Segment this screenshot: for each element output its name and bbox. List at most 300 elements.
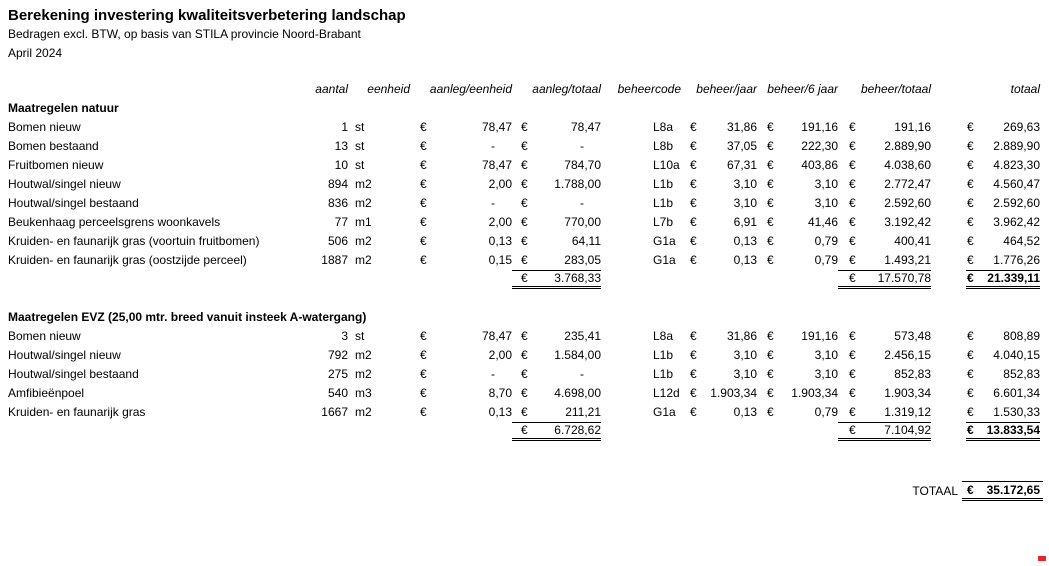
amount: 6.728,62 xyxy=(554,423,601,437)
euro-sign: € xyxy=(849,367,856,381)
beheer-6jaar-cell xyxy=(757,232,838,251)
amount: 3,10 xyxy=(733,196,757,210)
row-label: Kruiden- en faunarijk gras (oostzijde perceel) xyxy=(8,253,247,267)
eenheid-value: m2 xyxy=(355,177,372,191)
euro-sign: € xyxy=(420,196,427,210)
aanleg-totaal-cell xyxy=(512,156,601,175)
amount: 283,05 xyxy=(564,253,601,267)
amount: 78,47 xyxy=(481,329,512,343)
totaal-cell xyxy=(966,251,1040,270)
aantal-value: 506 xyxy=(327,234,348,248)
euro-sign: € xyxy=(767,348,774,362)
euro-sign: € xyxy=(767,215,774,229)
subtotal-row xyxy=(0,270,1049,289)
totaal-cell xyxy=(966,137,1040,156)
beheer-6jaar-cell xyxy=(757,365,838,384)
aantal-value: 10 xyxy=(334,158,348,172)
euro-sign: € xyxy=(849,139,856,153)
beheer-totaal-cell xyxy=(838,403,931,422)
aanleg-totaal-cell xyxy=(512,194,601,213)
amount: 78,47 xyxy=(481,120,512,134)
amount: 808,89 xyxy=(1003,329,1040,343)
col-header-eenheid: eenheid xyxy=(367,82,410,96)
aantal-value: 3 xyxy=(341,329,348,343)
euro-sign: € xyxy=(767,386,774,400)
beheer-6jaar-cell xyxy=(757,194,838,213)
row-label: Beukenhaag perceelsgrens woonkavels xyxy=(8,215,221,229)
amount: 3.192,42 xyxy=(884,215,931,229)
euro-sign: € xyxy=(967,253,974,267)
aanleg-eenheid-cell xyxy=(412,156,512,175)
eenheid-value: m3 xyxy=(355,386,372,400)
table-row xyxy=(0,403,1049,422)
euro-sign: € xyxy=(420,367,427,381)
euro-sign: € xyxy=(521,234,528,248)
amount: 1.776,26 xyxy=(993,253,1040,267)
beheer-6jaar-cell xyxy=(757,251,838,270)
beheercode-value: G1a xyxy=(653,405,676,419)
blank-row xyxy=(0,289,1049,308)
euro-sign: € xyxy=(420,177,427,191)
euro-sign: € xyxy=(521,253,528,267)
euro-sign: € xyxy=(767,158,774,172)
amount: - xyxy=(580,367,584,381)
euro-sign: € xyxy=(767,234,774,248)
aanleg-totaal-cell xyxy=(512,384,601,403)
euro-sign: € xyxy=(521,271,528,285)
euro-sign: € xyxy=(849,234,856,248)
beheer-totaal-cell xyxy=(838,194,931,213)
grand-total-amount: 35.172,65 xyxy=(986,483,1040,497)
beheer-jaar-cell xyxy=(685,346,757,365)
amount: 13.833,54 xyxy=(986,423,1040,437)
amount: 2,00 xyxy=(488,177,512,191)
aanleg-totaal-cell xyxy=(512,118,601,137)
amount: 784,70 xyxy=(564,158,601,172)
amount: 0,13 xyxy=(733,405,757,419)
beheer-totaal-cell xyxy=(838,365,931,384)
euro-sign: € xyxy=(849,158,856,172)
euro-sign: € xyxy=(420,120,427,134)
document-header xyxy=(0,0,1049,63)
row-label: Houtwal/singel bestaand xyxy=(8,367,139,381)
euro-sign: € xyxy=(967,271,974,285)
amount: 64,11 xyxy=(571,234,601,248)
amount: 0,13 xyxy=(488,405,512,419)
euro-sign: € xyxy=(521,158,528,172)
beheer-6jaar-cell xyxy=(757,118,838,137)
amount: 41,46 xyxy=(807,215,838,229)
amount: 78,47 xyxy=(481,158,512,172)
grand-total-label: TOTAAL xyxy=(912,484,958,498)
amount: 770,00 xyxy=(564,215,601,229)
col-header-aanleg-eenheid: aanleg/eenheid xyxy=(429,82,512,96)
amount: 2,00 xyxy=(488,348,512,362)
aanleg-totaal-cell xyxy=(512,403,601,422)
cost-table xyxy=(0,80,1049,441)
table-row xyxy=(0,384,1049,403)
empty-cell xyxy=(412,270,512,289)
euro-sign: € xyxy=(690,348,697,362)
amount: - xyxy=(580,139,584,153)
aanleg-eenheid-cell xyxy=(412,232,512,251)
amount: 6,91 xyxy=(733,215,757,229)
totaal-cell xyxy=(966,213,1040,232)
empty-cell xyxy=(685,270,757,289)
amount: 3,10 xyxy=(733,177,757,191)
amount: 3,10 xyxy=(814,177,838,191)
amount: 3,10 xyxy=(733,348,757,362)
euro-sign: € xyxy=(849,196,856,210)
amount: 191,16 xyxy=(894,120,931,134)
beheer-totaal-cell xyxy=(838,232,931,251)
amount: 269,63 xyxy=(1003,120,1040,134)
aanleg-totaal-cell xyxy=(512,327,601,346)
beheer-6jaar-cell xyxy=(757,156,838,175)
euro-sign: € xyxy=(420,405,427,419)
euro-sign: € xyxy=(967,348,974,362)
euro-sign: € xyxy=(521,348,528,362)
amount: - xyxy=(580,196,584,210)
beheer-6jaar-cell xyxy=(757,213,838,232)
amount: 1.903,34 xyxy=(710,386,757,400)
beheer-totaal-cell xyxy=(838,137,931,156)
euro-sign: € xyxy=(767,367,774,381)
subtotal-beheer-totaal xyxy=(838,422,931,441)
col-header-beheer-totaal: beheer/totaal xyxy=(860,82,931,96)
amount: 1.493,21 xyxy=(884,253,931,267)
amount: 573,48 xyxy=(894,329,931,343)
eenheid-value: m1 xyxy=(355,215,372,229)
table-header-row xyxy=(0,80,1049,99)
aanleg-eenheid-cell xyxy=(412,365,512,384)
euro-sign: € xyxy=(420,234,427,248)
empty-cell xyxy=(601,422,685,441)
amount: 4.560,47 xyxy=(993,177,1040,191)
spacer xyxy=(931,118,966,137)
amount: 3,10 xyxy=(814,196,838,210)
amount: 1.584,00 xyxy=(554,348,601,362)
euro-sign: € xyxy=(767,177,774,191)
euro-sign: € xyxy=(967,215,974,229)
totaal-cell xyxy=(966,403,1040,422)
amount: 4.823,30 xyxy=(993,158,1040,172)
row-label: Bomen bestaand xyxy=(8,139,99,153)
grand-total-box xyxy=(962,481,1043,501)
beheercode-value: L1b xyxy=(653,367,674,381)
euro-sign: € xyxy=(849,215,856,229)
euro-sign: € xyxy=(420,329,427,343)
amount: 3,10 xyxy=(814,348,838,362)
aantal-value: 540 xyxy=(327,386,348,400)
empty-cell xyxy=(8,270,300,289)
euro-sign: € xyxy=(521,405,528,419)
amount: 3.962,42 xyxy=(993,215,1040,229)
amount: 31,86 xyxy=(726,329,757,343)
grand-total-row xyxy=(0,481,1043,501)
amount: 78,47 xyxy=(570,120,601,134)
beheer-jaar-cell xyxy=(685,365,757,384)
row-label: Kruiden- en faunarijk gras (voortuin fruitbomen) xyxy=(8,234,260,248)
beheer-6jaar-cell xyxy=(757,137,838,156)
eenheid-value: m2 xyxy=(355,253,372,267)
beheercode-value: L10a xyxy=(653,158,680,172)
euro-sign: € xyxy=(690,405,697,419)
aantal-value: 13 xyxy=(334,139,348,153)
amount: 2.772,47 xyxy=(884,177,931,191)
col-header-aantal: aantal xyxy=(315,82,348,96)
amount: 1.788,00 xyxy=(554,177,601,191)
empty-cell xyxy=(300,422,348,441)
section-title: Maatregelen EVZ (25,00 mtr. breed vanuit insteek A-watergang) xyxy=(8,310,367,324)
amount: 2.592,60 xyxy=(993,196,1040,210)
amount: 7.104,92 xyxy=(884,423,931,437)
euro-sign: € xyxy=(521,120,528,134)
beheer-jaar-cell xyxy=(685,213,757,232)
amount: 400,41 xyxy=(894,234,931,248)
amount: - xyxy=(491,367,495,381)
euro-sign: € xyxy=(849,271,856,285)
beheer-jaar-cell xyxy=(685,403,757,422)
aantal-value: 77 xyxy=(334,215,348,229)
row-label: Bomen nieuw xyxy=(8,120,81,134)
euro-sign: € xyxy=(420,348,427,362)
subtotal-totaal xyxy=(966,270,1040,289)
eenheid-value: m2 xyxy=(355,348,372,362)
amount: 1.530,33 xyxy=(993,405,1040,419)
amount: 0,13 xyxy=(733,234,757,248)
table-row xyxy=(0,175,1049,194)
table-row xyxy=(0,327,1049,346)
euro-sign: € xyxy=(690,196,697,210)
euro-sign: € xyxy=(690,386,697,400)
amount: 852,83 xyxy=(894,367,931,381)
beheercode-value: G1a xyxy=(653,234,676,248)
aanleg-totaal-cell xyxy=(512,137,601,156)
empty-cell xyxy=(685,422,757,441)
beheer-totaal-cell xyxy=(838,156,931,175)
row-label: Amfibieënpoel xyxy=(8,386,85,400)
aanleg-totaal-cell xyxy=(512,213,601,232)
col-header-empty xyxy=(8,80,300,99)
section-title: Maatregelen natuur xyxy=(8,101,119,115)
aanleg-totaal-cell xyxy=(512,175,601,194)
row-label: Bomen nieuw xyxy=(8,329,81,343)
totaal-cell xyxy=(966,327,1040,346)
euro-sign: € xyxy=(521,177,528,191)
spacer xyxy=(931,384,966,403)
euro-sign: € xyxy=(967,234,974,248)
empty-cell xyxy=(412,422,512,441)
euro-sign: € xyxy=(521,423,528,437)
beheer-totaal-cell xyxy=(838,251,931,270)
amount: 31,86 xyxy=(726,120,757,134)
amount: 464,52 xyxy=(1003,234,1040,248)
euro-sign: € xyxy=(690,234,697,248)
empty-cell xyxy=(757,422,838,441)
spacer xyxy=(931,213,966,232)
aantal-value: 275 xyxy=(327,367,348,381)
row-label: Fruitbomen nieuw xyxy=(8,158,104,172)
amount: 6.601,34 xyxy=(993,386,1040,400)
euro-sign: € xyxy=(521,139,528,153)
amount: 0,13 xyxy=(733,253,757,267)
beheer-jaar-cell xyxy=(685,175,757,194)
aanleg-eenheid-cell xyxy=(412,213,512,232)
table-row xyxy=(0,251,1049,270)
amount: 17.570,78 xyxy=(877,271,931,285)
euro-sign: € xyxy=(767,139,774,153)
row-label: Houtwal/singel nieuw xyxy=(8,348,121,362)
euro-sign: € xyxy=(690,177,697,191)
beheer-jaar-cell xyxy=(685,156,757,175)
euro-sign: € xyxy=(849,423,856,437)
aantal-value: 792 xyxy=(327,348,348,362)
col-header-totaal: totaal xyxy=(1010,82,1040,96)
section-title-row xyxy=(0,308,1049,327)
spacer xyxy=(931,403,966,422)
col-header-beheercode: beheercode xyxy=(617,82,681,96)
col-header-gap xyxy=(931,80,966,99)
euro-sign: € xyxy=(690,158,697,172)
col-header-beheer-6jaar: beheer/6 jaar xyxy=(767,82,838,96)
subtotal-aanleg-totaal xyxy=(512,422,601,441)
euro-sign: € xyxy=(967,386,974,400)
table-row xyxy=(0,213,1049,232)
beheercode-value: L8a xyxy=(653,120,674,134)
amount: 0,13 xyxy=(488,234,512,248)
corner-red-mark xyxy=(1038,556,1046,561)
totaal-cell xyxy=(966,346,1040,365)
beheercode-value: L7b xyxy=(653,215,674,229)
euro-sign: € xyxy=(967,139,974,153)
empty-cell xyxy=(300,270,348,289)
totaal-cell xyxy=(966,232,1040,251)
empty-cell xyxy=(348,270,412,289)
amount: 403,86 xyxy=(801,158,838,172)
euro-sign: € xyxy=(849,348,856,362)
spacer xyxy=(931,175,966,194)
empty-cell xyxy=(8,422,300,441)
totaal-cell xyxy=(966,156,1040,175)
euro-sign: € xyxy=(420,215,427,229)
table-body xyxy=(0,99,1049,441)
totaal-cell xyxy=(966,194,1040,213)
aanleg-totaal-cell xyxy=(512,365,601,384)
spacer xyxy=(931,422,966,441)
amount: 3.768,33 xyxy=(554,271,601,285)
table-row xyxy=(0,232,1049,251)
spacer xyxy=(931,156,966,175)
table-row xyxy=(0,194,1049,213)
euro-sign: € xyxy=(967,120,974,134)
amount: 2.889,90 xyxy=(993,139,1040,153)
empty-cell xyxy=(601,270,685,289)
totaal-cell xyxy=(966,384,1040,403)
amount: 0,79 xyxy=(814,405,838,419)
aanleg-eenheid-cell xyxy=(412,175,512,194)
row-label: Houtwal/singel nieuw xyxy=(8,177,121,191)
beheer-6jaar-cell xyxy=(757,384,838,403)
amount: 4.698,00 xyxy=(554,386,601,400)
beheer-totaal-cell xyxy=(838,213,931,232)
euro-sign: € xyxy=(521,329,528,343)
table-row xyxy=(0,137,1049,156)
subtotal-aanleg-totaal xyxy=(512,270,601,289)
beheer-jaar-cell xyxy=(685,118,757,137)
aantal-value: 1 xyxy=(341,120,348,134)
euro-sign: € xyxy=(967,158,974,172)
aanleg-eenheid-cell xyxy=(412,403,512,422)
euro-sign: € xyxy=(690,139,697,153)
amount: 1.903,34 xyxy=(884,386,931,400)
amount: 2.889,90 xyxy=(884,139,931,153)
aanleg-totaal-cell xyxy=(512,232,601,251)
beheer-jaar-cell xyxy=(685,137,757,156)
eenheid-value: m2 xyxy=(355,367,372,381)
row-label: Kruiden- en faunarijk gras xyxy=(8,405,146,419)
aantal-value: 836 xyxy=(327,196,348,210)
euro-sign: € xyxy=(849,386,856,400)
eenheid-value: m2 xyxy=(355,234,372,248)
totaal-cell xyxy=(966,118,1040,137)
eenheid-value: m2 xyxy=(355,405,372,419)
page-title: Berekening investering kwaliteitsverbetering landschap xyxy=(8,7,406,24)
table-row xyxy=(0,346,1049,365)
beheer-totaal-cell xyxy=(838,384,931,403)
amount: 222,30 xyxy=(801,139,838,153)
amount: 2,00 xyxy=(488,215,512,229)
eenheid-value: st xyxy=(355,120,365,134)
amount: 8,70 xyxy=(488,386,512,400)
beheer-6jaar-cell xyxy=(757,403,838,422)
spacer xyxy=(931,365,966,384)
beheer-totaal-cell xyxy=(838,118,931,137)
subtotal-row xyxy=(0,422,1049,441)
amount: - xyxy=(491,139,495,153)
euro-sign: € xyxy=(690,329,697,343)
euro-sign: € xyxy=(690,253,697,267)
empty-cell xyxy=(757,270,838,289)
amount: 21.339,11 xyxy=(987,271,1040,285)
amount: 67,31 xyxy=(726,158,757,172)
euro-sign: € xyxy=(690,120,697,134)
euro-sign: € xyxy=(767,120,774,134)
beheercode-value: L1b xyxy=(653,196,674,210)
euro-sign: € xyxy=(967,177,974,191)
amount: 191,16 xyxy=(801,329,838,343)
col-header-aanleg-totaal: aanleg/totaal xyxy=(532,82,601,96)
euro-sign: € xyxy=(849,329,856,343)
eenheid-value: st xyxy=(355,158,365,172)
euro-sign: € xyxy=(967,367,974,381)
aanleg-eenheid-cell xyxy=(412,251,512,270)
amount: 0,15 xyxy=(488,253,512,267)
euro-sign: € xyxy=(967,483,974,497)
beheercode-value: L8a xyxy=(653,329,674,343)
beheer-totaal-cell xyxy=(838,175,931,194)
beheer-6jaar-cell xyxy=(757,327,838,346)
beheercode-value: L1b xyxy=(653,348,674,362)
euro-sign: € xyxy=(767,405,774,419)
euro-sign: € xyxy=(521,386,528,400)
beheercode-value: L8b xyxy=(653,139,674,153)
beheer-totaal-cell xyxy=(838,346,931,365)
amount: 2.456,15 xyxy=(884,348,931,362)
amount: 0,79 xyxy=(814,253,838,267)
aantal-value: 1667 xyxy=(321,405,348,419)
euro-sign: € xyxy=(967,405,974,419)
